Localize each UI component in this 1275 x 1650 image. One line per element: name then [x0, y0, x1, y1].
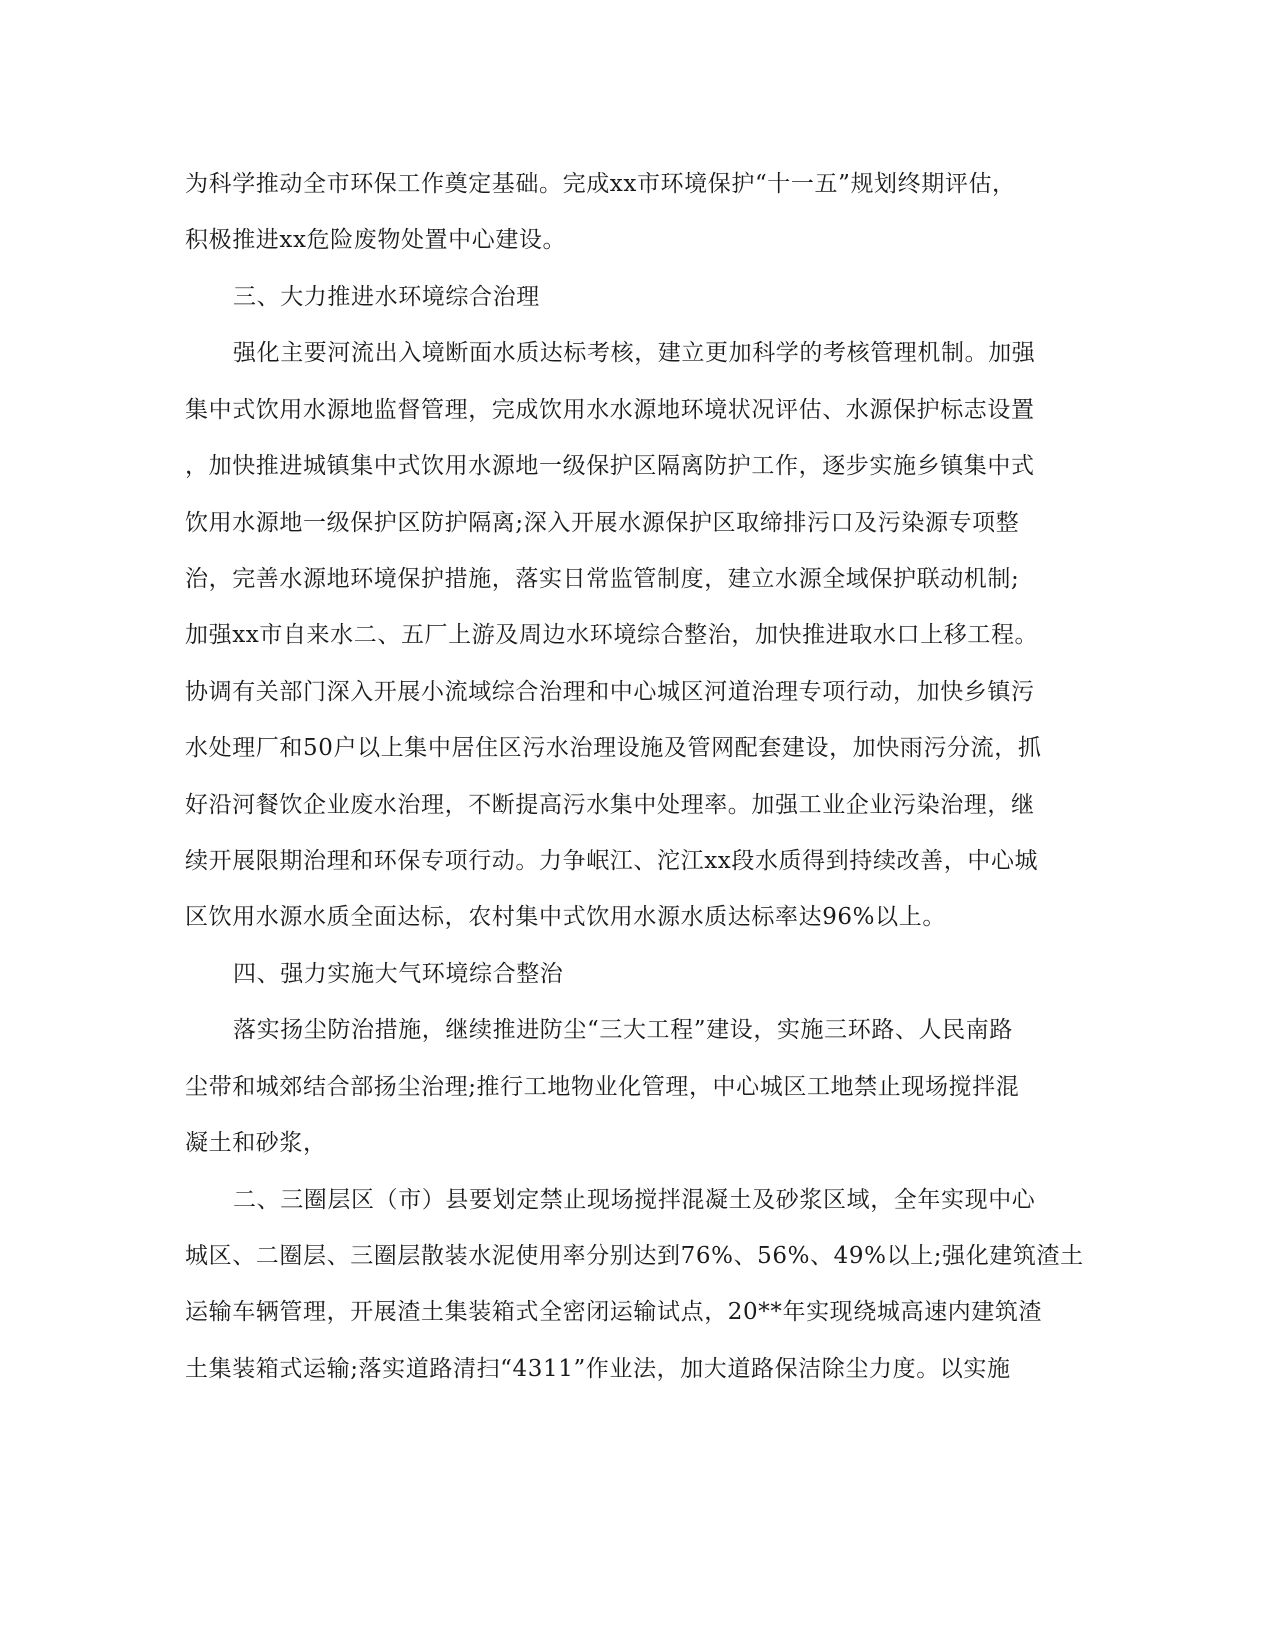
text-line-6: ，加快推进城镇集中式饮用水源地一级保护区隔离防护工作，逐步实施乡镇集中式 — [185, 453, 1035, 479]
text-line-16: 落实扬尘防治措施，继续推进防尘“三大工程”建设，实施三环路、人民南路 — [233, 1017, 1013, 1043]
section-heading-air: 四、强力实施大气环境综合整治 — [233, 961, 564, 987]
text-line-18: 凝土和砂浆， — [185, 1130, 327, 1156]
text-line-12: 好沿河餐饮企业废水治理，不断提高污水集中处理率。加强工业企业污染治理，继 — [185, 792, 1035, 818]
text-line-2: 积极推进xx危险废物处置中心建设。 — [185, 227, 567, 253]
section-heading-water: 三、大力推进水环境综合治理 — [233, 284, 540, 310]
text-line-22: 土集装箱式运输;落实道路清扫“4311”作业法，加大道路保洁除尘力度。以实施 — [185, 1356, 1011, 1382]
text-line-11: 水处理厂和50户以上集中居住区污水治理设施及管网配套建设，加快雨污分流，抓 — [185, 735, 1042, 761]
text-line-1: 为科学推动全市环保工作奠定基础。完成xx市环境保护“十一五”规划终期评估， — [185, 171, 1016, 197]
text-line-10: 协调有关部门深入开展小流域综合治理和中心城区河道治理专项行动，加快乡镇污 — [185, 679, 1035, 705]
text-line-20: 城区、二圈层、三圈层散装水泥使用率分别达到76%、56%、49%以上;强化建筑渣土 — [185, 1243, 1084, 1269]
text-line-14: 区饮用水源水质全面达标，农村集中式饮用水源水质达标率达96%以上。 — [185, 904, 946, 930]
text-line-17: 尘带和城郊结合部扬尘治理;推行工地物业化管理，中心城区工地禁止现场搅拌混 — [185, 1074, 1020, 1100]
text-line-7: 饮用水源地一级保护区防护隔离;深入开展水源保护区取缔排污口及污染源专项整 — [185, 510, 1020, 536]
text-line-8: 治，完善水源地环境保护措施，落实日常监管制度，建立水源全域保护联动机制; — [185, 566, 1020, 592]
text-line-9: 加强xx市自来水二、五厂上游及周边水环境综合整治，加快推进取水口上移工程。 — [185, 622, 1039, 648]
text-line-21: 运输车辆管理，开展渣土集装箱式全密闭运输试点，20**年实现绕城高速内建筑渣 — [185, 1299, 1043, 1325]
text-line-19: 二、三圈层区（市）县要划定禁止现场搅拌混凝土及砂浆区域，全年实现中心 — [233, 1187, 1036, 1213]
text-line-5: 集中式饮用水源地监督管理，完成饮用水水源地环境状况评估、水源保护标志设置 — [185, 397, 1035, 423]
text-line-4: 强化主要河流出入境断面水质达标考核，建立更加科学的考核管理机制。加强 — [233, 340, 1036, 366]
text-line-13: 续开展限期治理和环保专项行动。力争岷江、沱江xx段水质得到持续改善，中心城 — [185, 848, 1039, 874]
